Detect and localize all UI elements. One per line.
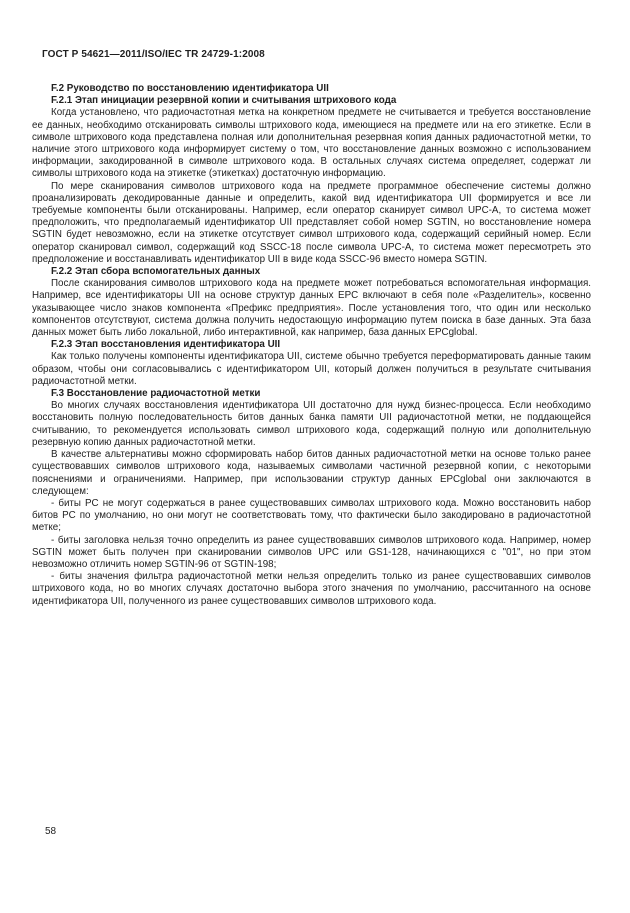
paragraph: Во многих случаях восстановления идентификатора UII достаточно для нужд бизнес-процесса. Если необходимо восстановить полную последовательность битов данных банка памяти UII радиочастотной метки, не поддающейся считыванию, то рекомендуется использовать символ штрихового кода, содержащий полную или дополнительную резервную копию данных радиочастотной метки. <box>32 400 591 448</box>
section-heading-f2-1: F.2.1 Этап инициации резервной копии и считывания штрихового кода <box>51 95 397 107</box>
paragraph: По мере сканирования символов штрихового кода на предмете программное обеспечение системы должно проанализировать декодированные данные и определить, какой вид идентификатора UII формируется и все ли требуемые компоненты были отсканированы. Например, если оператор сканирует символ UPC-A, то система может предположить, что предполагаемый идентификатор UII представляет собой номер SGTIN, но восстановление номера SGTIN будет невозможно, если на этикетке отсутствует символ штрихового кода, содержащий серийный номер. Если оператор сканировал символ, содержащий код SSCC-18 после символа UPC-A, то система может пересмотреть это предположение и восстанавливать идентификатор UII в виде кода SSCC-96 вместо номера SGTIN. <box>32 180 591 265</box>
section-heading-f2: F.2 Руководство по восстановлению идентификатора UII <box>51 83 329 94</box>
list-item-dash: - биты заголовка нельзя точно определить из ранее существовавших символов штрихового кода. Например, номер SGTIN может быть получен при сканировании символов UPC или GS1-128, начинающихся с "01", но при этом невозможно отличить номер SGTIN-96 от SGTIN-198; <box>32 534 591 570</box>
paragraph: В качестве альтернативы можно сформировать набор битов данных радиочастотной метки на основе только ранее существовавших символов штрихового кода, называемых символами частичной резервной копии, с некоторыми пояснениями и ограничениями. Например, при использовании структур данных EPCglobal они заключаются в следующем: <box>32 449 591 497</box>
list-item-dash: - биты PC не могут содержаться в ранее существовавших символах штрихового кода. Можно восстановить набор битов PC по умолчанию, но они могут не соответствовать тому, что фактически было закодировано в радиочастотной метке; <box>32 497 591 534</box>
paragraph: После сканирования символов штрихового кода на предмете может потребоваться вспомогательная информация. Например, все идентификаторы UII на основе структур данных EPC включают в себя поле «Разделитель», косвенно указывающее число знаков компонента «Префикс предприятия». После установления того, что один или несколько компонентов отсутствуют, система должна получить недостающую информацию путем поиска в базе данных. Эта база данных может быть либо локальной, либо интерактивной, как например, база данных EPCglobal. <box>32 278 591 339</box>
section-heading-f3: F.3 Восстановление радиочастотной метки <box>51 388 261 400</box>
running-header-standard-designation: ГОСТ Р 54621—2011/ISO/IEC TR 24729-1:2008 <box>42 49 265 60</box>
section-heading-f2-3: F.2.3 Этап восстановления идентификатора UII <box>51 339 281 351</box>
paragraph: Как только получены компоненты идентификатора UII, системе обычно требуется переформатировать данные таким образом, чтобы они согласовывались с идентификатором UII, который должен получиться в результате считывания радиочастотной метки. <box>32 351 591 387</box>
paragraph: Когда установлено, что радиочастотная метка на конкретном предмете не считывается и требуется восстановление ее данных, необходимо отсканировать символы штрихового кода, имеющиеся на предмете или на его этикетке. Если в символе штрихового кода представлена полная или дополнительная резервная копия данных радиочастотной метки, то наличие этого штрихового кода информирует систему о том, что восстановление данных возможно с использованием информации, закодированной в символе штрихового кода. В остальных случаях система определяет, содержат ли символы штрихового кода на этикетке (этикетках) достаточную информацию. <box>32 107 591 180</box>
document-body <box>32 83 591 608</box>
section-heading-f2-2: F.2.2 Этап сбора вспомогательных данных <box>51 266 261 278</box>
page-number: 58 <box>45 826 57 837</box>
list-item-dash: - биты значения фильтра радиочастотной метки нельзя определить только из ранее существовавших символов штрихового кода, но во многих случаях достаточно выбора этого значения по умолчанию, рассчитанного на основе идентификатора UII, полученного из ранее существовавших символов штрихового кода. <box>32 571 591 607</box>
